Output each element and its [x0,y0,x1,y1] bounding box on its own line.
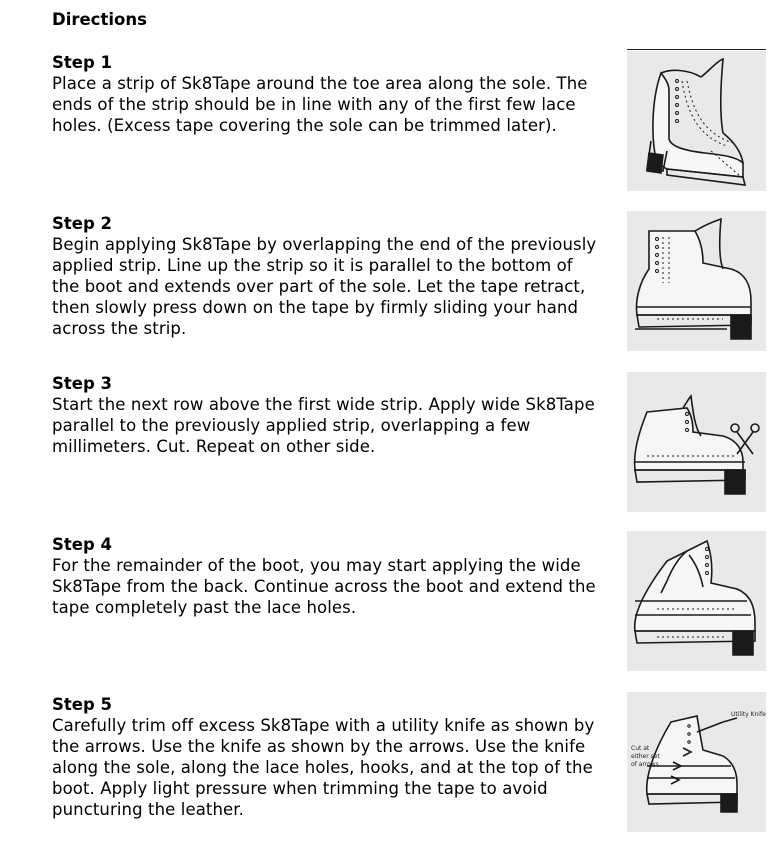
step-1 [52,52,612,136]
cut-label-line-2: either set [631,753,660,760]
step-2-title: Step 2 [52,214,112,233]
boot-first-strip-illustration [627,211,766,351]
step-5-text: Carefully trim off excess Sk8Tape with a utility knife as shown by the arrows. Use the knife as shown by the arrows. Use the knife along the sole, along the lace holes, hooks, and at the top of the boot. Apply light pressure when trimming the tape to avoid puncturing the leather. [52,716,595,819]
divider-line [627,49,766,50]
boot-scissors-illustration [627,372,766,512]
cut-label-line-3: of arrows [631,761,659,768]
step-4-text: For the remainder of the boot, you may start applying the wide Sk8Tape from the back. Continue across the boot and extend the tape completely past the lace holes. [52,556,596,617]
page-heading: Directions [52,10,147,29]
step-4-title: Step 4 [52,535,112,554]
boot-knife-trim-illustration [627,692,766,832]
utility-knife-label: Utility Knife [731,711,766,718]
step-2-text: Begin applying Sk8Tape by overlapping the end of the previously applied strip. Line up the strip so it is parallel to the bottom of the boot and extends over part of the sole. Let the tape retract, then slowly press down on the tape by firmly sliding your hand across the strip. [52,235,597,338]
step-1-text: Place a strip of Sk8Tape around the toe area along the sole. The ends of the strip should be in line with any of the first few lace holes. (Excess tape covering the sole can be trimmed later). [52,74,588,135]
step-3 [52,373,612,457]
step-3-title: Step 3 [52,374,112,393]
cut-label-line-1: Cut at [631,745,650,752]
step-4 [52,534,612,618]
step-3-text: Start the next row above the first wide strip. Apply wide Sk8Tape parallel to the previously applied strip, overlapping a few millimeters. Cut. Repeat on other side. [52,395,595,456]
step-1-title: Step 1 [52,53,112,72]
boot-toe-tape-illustration [627,51,766,191]
step-5 [52,694,612,820]
step-5-title: Step 5 [52,695,112,714]
boot-laces-illustration [627,531,766,671]
step-2 [52,213,612,339]
